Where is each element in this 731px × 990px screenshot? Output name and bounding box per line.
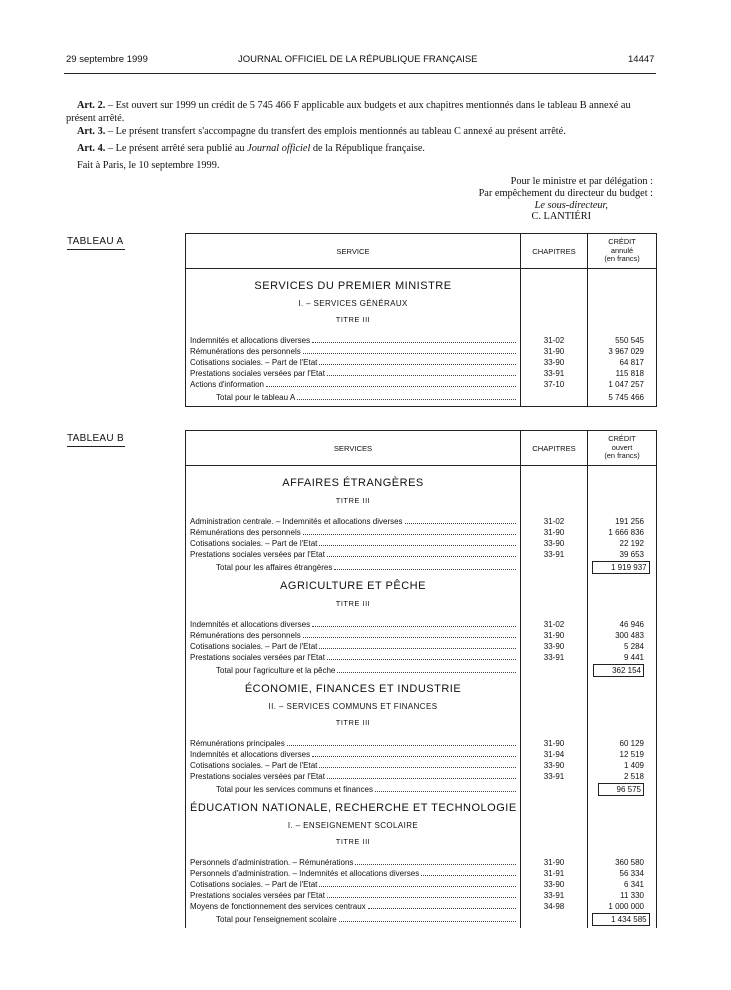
table-header-row [186, 431, 657, 466]
table-row: Administration centrale. – Indemnités et allocations diverses 31-02 191 256 [186, 516, 657, 527]
signature-line-2: Par empêchement du directeur du budget : [478, 188, 653, 199]
section-title: SERVICES DU PREMIER MINISTRE [186, 276, 521, 296]
section-title: AFFAIRES ÉTRANGÈRES [186, 473, 521, 493]
signature-line-3: Le sous-directeur, [534, 200, 608, 211]
table-row: Indemnités et allocations diverses 31-94 12 519 [186, 749, 657, 760]
table-row: Prestations sociales versées par l'Etat 33-91 11 330 [186, 890, 657, 901]
page-number: 14447 [628, 54, 655, 65]
article-4: Art. 4. – Le présent arrêté sera publié au Journal officiel de la République française. [77, 143, 425, 154]
header-rule [64, 73, 656, 74]
table-row: Rémunérations des personnels 31-90 300 483 [186, 630, 657, 641]
col-header-chapitres: CHAPITRES [521, 431, 588, 466]
table-row: Rémunérations des personnels 31-90 3 967 029 [186, 346, 657, 357]
titre-label: TITRE III [186, 834, 521, 850]
tableau-a-label: TABLEAU A [67, 236, 125, 250]
table-row: Prestations sociales versées par l'Etat 33-91 39 653 [186, 549, 657, 560]
table-row: Prestations sociales versées par l'Etat 33-91 115 818 [186, 368, 657, 379]
table-row: Indemnités et allocations diverses 31-02 46 946 [186, 619, 657, 630]
table-row: Actions d'information 37-10 1 047 257 [186, 379, 657, 390]
table-row: Cotisations sociales. – Part de l'Etat 33-90 5 284 [186, 641, 657, 652]
table-header-row [186, 234, 657, 269]
journal-title: JOURNAL OFFICIEL DE LA RÉPUBLIQUE FRANÇAISE [238, 54, 478, 65]
section-title: AGRICULTURE ET PÊCHE [186, 576, 521, 596]
total-row: Total pour les services communs et finances 96 575 [186, 782, 657, 798]
table-row: Cotisations sociales. – Part de l'Etat 33-90 6 341 [186, 879, 657, 890]
table-row: Indemnités et allocations diverses 31-02 550 545 [186, 335, 657, 346]
col-header-service: SERVICE [186, 234, 521, 269]
tableau-b [185, 430, 657, 928]
table-row: Rémunérations principales 31-90 60 129 [186, 738, 657, 749]
section-title: ÉCONOMIE, FINANCES ET INDUSTRIE [186, 679, 521, 699]
fait-a-paris: Fait à Paris, le 10 septembre 1999. [77, 160, 220, 171]
table-row: Cotisations sociales. – Part de l'Etat 33-90 64 817 [186, 357, 657, 368]
tableau-a [185, 233, 657, 407]
table-row: Personnels d'administration. – Indemnités et allocations diverses 31-91 56 334 [186, 868, 657, 879]
titre-label: TITRE III [186, 596, 521, 612]
article-2: Art. 2. – Est ouvert sur 1999 un crédit de 5 745 466 F applicable aux budgets et aux chapitres mentionnés dans le tableau B annexé au présent arrêté. [66, 100, 631, 124]
signature-name: C. LANTIÉRI [531, 211, 591, 222]
subsection-title: I. – SERVICES GÉNÉRAUX [186, 296, 521, 312]
signature-line-1: Pour le ministre et par délégation : [510, 176, 653, 187]
table-row: Moyens de fonctionnement des services centraux 34-98 1 000 000 [186, 901, 657, 912]
col-header-services: SERVICES [186, 431, 521, 466]
titre-label: TITRE III [186, 312, 521, 328]
table-row: Personnels d'administration. – Rémunérations 31-90 360 580 [186, 857, 657, 868]
table-row: Cotisations sociales. – Part de l'Etat 33-90 22 192 [186, 538, 657, 549]
subsection-title: II. – SERVICES COMMUNS ET FINANCES [186, 699, 521, 715]
col-header-credit: CRÉDIT annulé (en francs) [588, 234, 657, 269]
section-title: ÉDUCATION NATIONALE, RECHERCHE ET TECHNOLOGIE [186, 798, 521, 818]
total-row: Total pour les affaires étrangères 1 919 937 [186, 560, 657, 576]
header-date: 29 septembre 1999 [66, 54, 148, 65]
table-row: Cotisations sociales. – Part de l'Etat 33-90 1 409 [186, 760, 657, 771]
subsection-title: I. – ENSEIGNEMENT SCOLAIRE [186, 818, 521, 834]
table-row: Rémunérations des personnels 31-90 1 666 836 [186, 527, 657, 538]
total-row: Total pour l'enseignement scolaire 1 434 585 [186, 912, 657, 928]
tableau-b-label: TABLEAU B [67, 433, 125, 447]
col-header-credit: CRÉDIT ouvert (en francs) [588, 431, 657, 466]
table-row: Prestations sociales versées par l'Etat 33-91 2 518 [186, 771, 657, 782]
titre-label: TITRE III [186, 715, 521, 731]
total-row: Total pour le tableau A 5 745 466 [186, 390, 657, 407]
total-row: Total pour l'agriculture et la pêche 362 154 [186, 663, 657, 679]
article-3: Art. 3. – Le présent transfert s'accompagne du transfert des emplois mentionnés au tableau C annexé au présent arrêté. [77, 126, 566, 137]
table-row: Prestations sociales versées par l'Etat 33-91 9 441 [186, 652, 657, 663]
titre-label: TITRE III [186, 493, 521, 509]
col-header-chapitres: CHAPITRES [521, 234, 588, 269]
